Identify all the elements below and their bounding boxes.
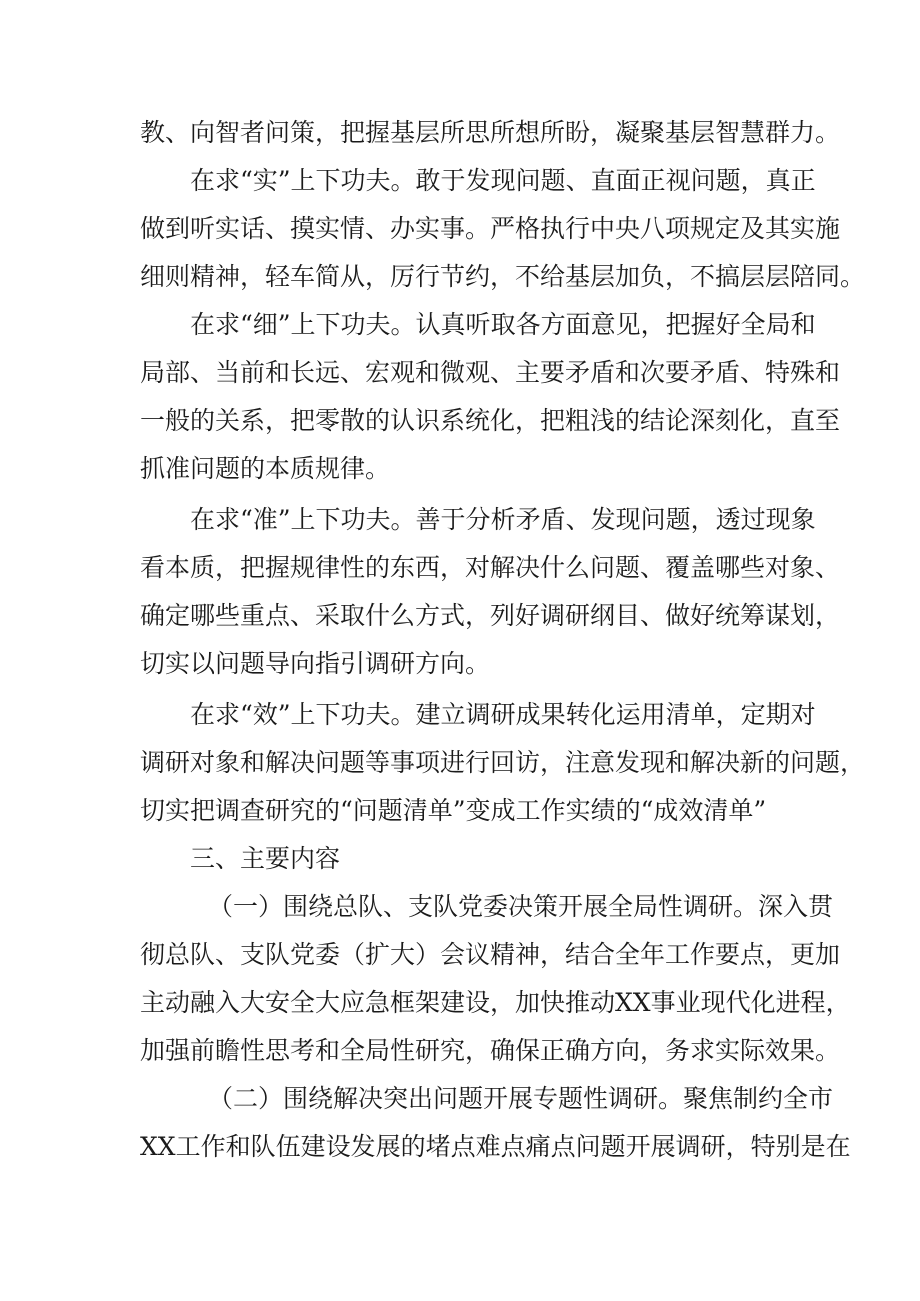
text-line: 调研对象和解决问题等事项进行回访，注意发现和解决新的问题， — [140, 748, 866, 777]
text-line: 加强前瞻性思考和全局性研究，确保正确方向，务求实际效果。 — [140, 1036, 841, 1065]
paragraph-heading-shi: 在求“实”上下功夫。敢于发现问题、直面正视问题，真正 — [190, 166, 816, 195]
text-line: 主动融入大安全大应急框架建设，加快推动XX事业现代化进程， — [140, 988, 851, 1017]
text-line: 教、向智者问策，把握基层所思所想所盼，凝聚基层智慧群力。 — [140, 118, 841, 147]
text-line: 一般的关系，把零散的认识系统化，把粗浅的结论深刻化，直至 — [140, 406, 841, 435]
text-line: 抓准问题的本质规律。 — [140, 454, 391, 483]
text-line: 局部、当前和长远、宏观和微观、主要矛盾和次要矛盾、特殊和 — [140, 358, 841, 387]
text-line: 细则精神，轻车简从，厉行节约，不给基层加负，不搞层层陪同。 — [140, 262, 866, 291]
paragraph-heading-zhun: 在求“准”上下功夫。善于分析矛盾、发现问题，透过现象 — [190, 505, 816, 534]
text-line: XX工作和队伍建设发展的堵点难点痛点问题开展调研，特别是在 — [140, 1132, 851, 1161]
subsection-heading-1: （一）围绕总队、支队党委决策开展全局性调研。深入贯 — [208, 892, 834, 921]
paragraph-heading-xiao: 在求“效”上下功夫。建立调研成果转化运用清单，定期对 — [190, 700, 816, 729]
text-line: 确定哪些重点、采取什么方式，列好调研纲目、做好统筹谋划， — [140, 601, 841, 630]
text-line: 做到听实话、摸实情、办实事。严格执行中央八项规定及其实施 — [140, 214, 841, 243]
text-line: 彻总队、支队党委（扩大）会议精神，结合全年工作要点，更加 — [140, 940, 841, 969]
text-line: 切实把调查研究的“问题清单”变成工作实绩的“成效清单” — [140, 796, 767, 825]
subsection-heading-2: （二）围绕解决突出问题开展专题性调研。聚焦制约全市 — [208, 1084, 834, 1113]
text-line: 看本质，把握规律性的东西，对解决什么问题、覆盖哪些对象、 — [140, 553, 841, 582]
text-line: 切实以问题导向指引调研方向。 — [140, 649, 491, 678]
section-heading: 三、主要内容 — [190, 844, 341, 873]
paragraph-heading-xi: 在求“细”上下功夫。认真听取各方面意见，把握好全局和 — [190, 310, 816, 339]
